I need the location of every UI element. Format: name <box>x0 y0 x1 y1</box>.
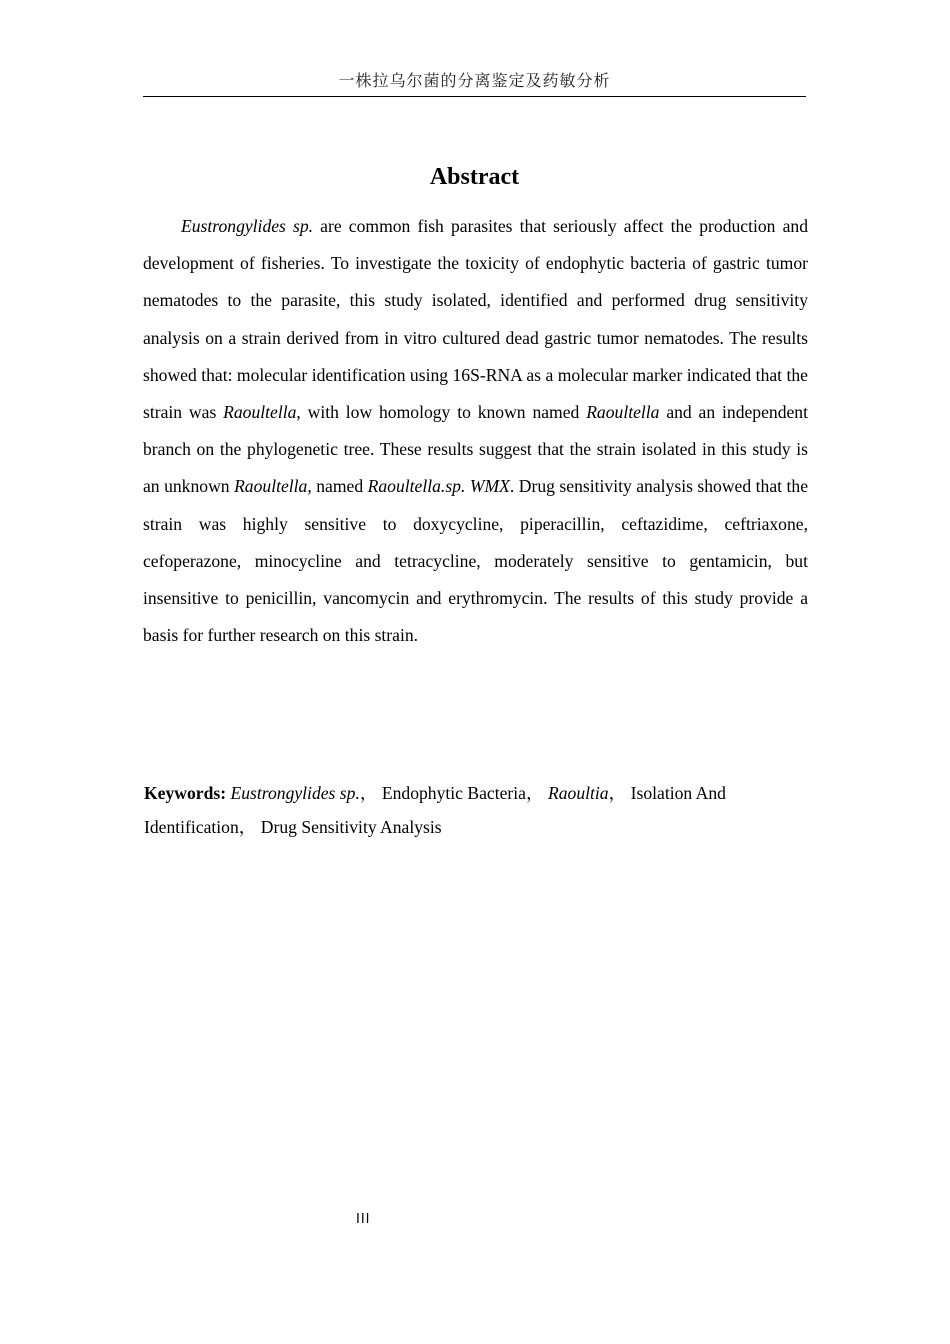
keyword: Raoultia <box>548 783 609 803</box>
keyword-separator: ， <box>359 783 378 803</box>
abstract-segment: Raoultella.sp. WMX <box>367 476 510 497</box>
keyword: Isolation And Identification <box>144 783 726 837</box>
keywords <box>144 776 804 844</box>
running-header-title: 一株拉乌尔菌的分离鉴定及药敏分析 <box>338 71 611 90</box>
abstract-segment: Raoultella <box>234 476 308 497</box>
keyword-separator: ， <box>608 783 627 803</box>
header-rule <box>143 96 806 97</box>
keyword: Eustrongylides sp. <box>230 783 360 803</box>
abstract-segment: . Drug sensitivity analysis showed that the strain was highly sensitive to doxycycline, piperacillin, ceftazidime, ceftriaxone, cefoperazone, minocycline and tetracycline, moderately sensitive to gentamicin, but insensitive to penicillin, vancomycin and erythromycin. The results of this study provide a basis for further research on this strain. <box>143 476 808 646</box>
page-number: III <box>356 1212 371 1227</box>
abstract-segment: Raoultella <box>223 402 297 423</box>
abstract-segment: are common fish parasites that seriously affect the production and development of fisheries. To investigate the toxicity of endophytic bacteria of gastric tumor nematodes to the parasite, this study isolated, identified and performed drug sensitivity analysis on a strain derived from in vitro cultured dead gastric tumor nematodes. The results showed that: molecular identification using 16S-RNA as a molecular marker indicated that the strain was <box>143 216 808 423</box>
abstract-segment: Eustrongylides sp. <box>181 216 314 236</box>
keyword-separator: ， <box>238 817 257 837</box>
abstract-segment: , with low homology to known named <box>296 402 587 423</box>
abstract-segment: and an independent branch on the phylogenetic tree. These results suggest that the strain isolated in this study is an unknown <box>143 402 808 497</box>
keyword-separator: ， <box>525 783 544 803</box>
keyword: Drug Sensitivity Analysis <box>260 817 442 837</box>
keyword: Endophytic Bacteria <box>381 783 526 803</box>
abstract-title: Abstract <box>429 164 520 190</box>
abstract-body <box>143 208 808 654</box>
abstract-segment: , named <box>307 476 368 497</box>
abstract-segment: Raoultella <box>586 402 660 423</box>
keywords-label: Keywords: <box>144 783 227 803</box>
